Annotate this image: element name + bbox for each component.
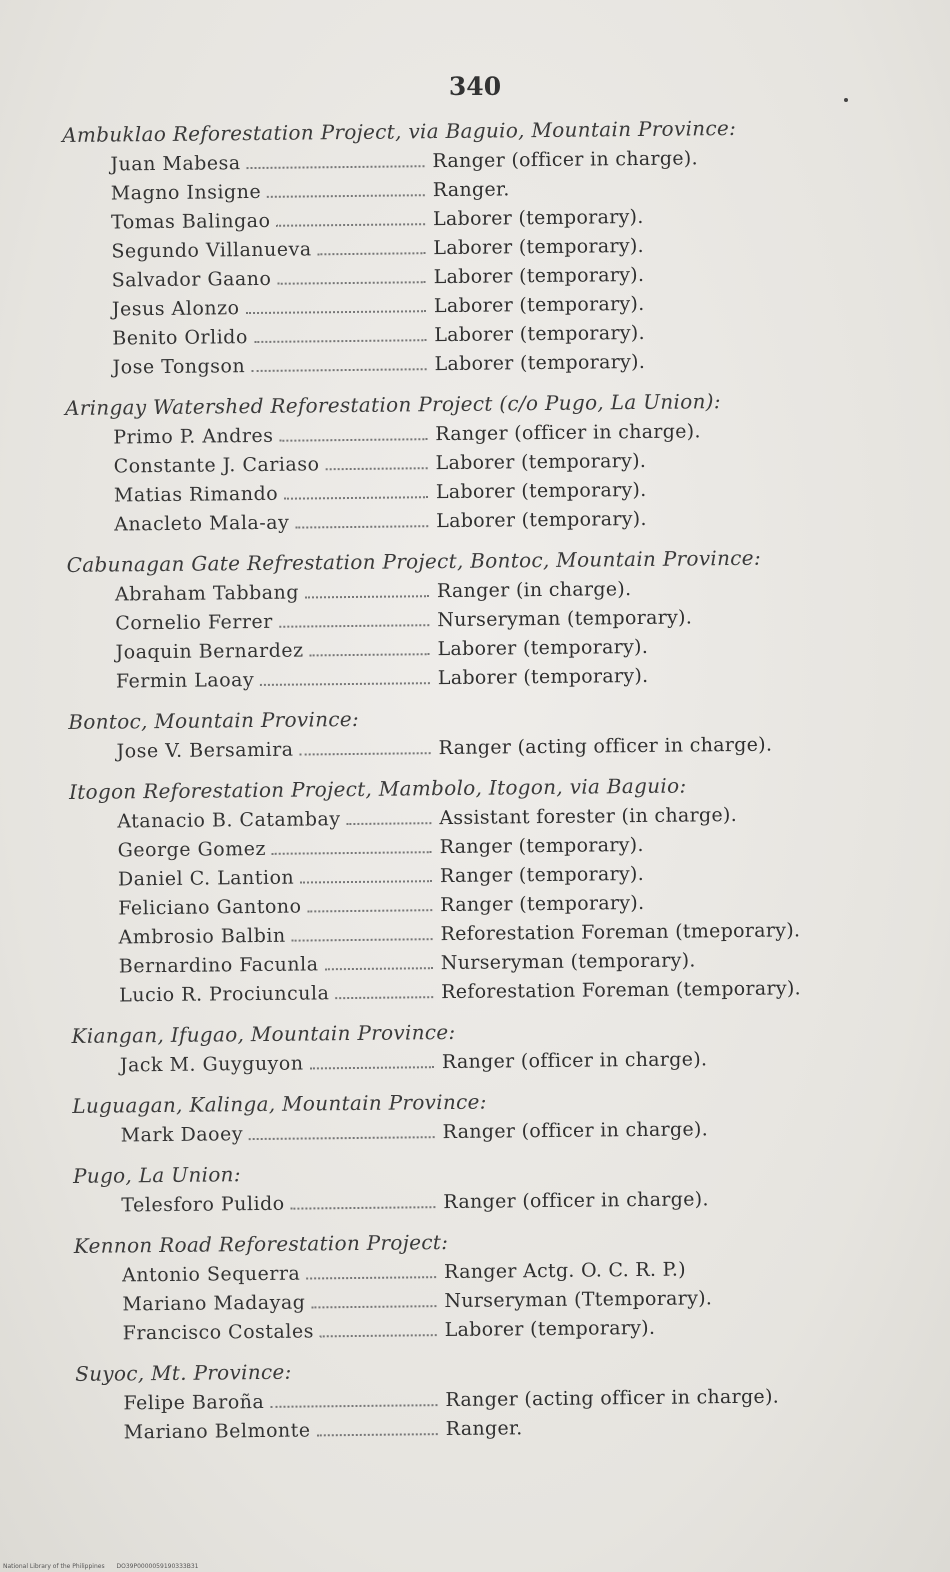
entry-name-cell [68,734,438,767]
entry-name-cell [70,920,440,953]
employee-position: Nurseryman (temporary). [437,606,693,632]
dot-leader [325,966,433,970]
employee-name: Matias Rimando [113,482,279,507]
page-number: 340 [448,72,502,101]
dot-leader [254,338,426,343]
employee-position: Laborer (temporary). [444,1316,656,1342]
dot-leader [347,821,432,825]
dot-leader [279,623,429,628]
employee-position: Nurseryman (temporary). [440,949,696,975]
dot-leader [310,652,430,656]
directory-section [71,1012,902,1081]
directory-section [75,1350,906,1448]
employee-name: Mariano Belmonte [123,1419,311,1444]
employee-position: Laborer (temporary). [432,205,644,231]
employee-position: Ranger (acting officer in charge). [438,733,773,760]
section-heading: Kiangan, Ifugao, Mountain Province: [71,1019,456,1048]
employee-position: Laborer (temporary). [437,635,649,661]
entry-name-cell [65,449,435,482]
employee-name: Salvador Gaano [111,267,272,292]
employee-name: Constante J. Cariaso [113,453,320,478]
dot-leader [270,1403,437,1408]
employee-position: Ranger. [445,1417,523,1441]
entry-name-cell [76,1415,446,1448]
employee-name: Benito Orlido [112,326,248,350]
employee-name: Antonio Sequerra [121,1262,301,1287]
entry-name-cell [64,350,434,383]
entry-name-cell [66,507,436,540]
employee-position: Laborer (temporary). [436,507,647,533]
employee-name: Anacleto Mala-ay [114,511,290,536]
section-heading: Pugo, La Union: [72,1162,241,1188]
employee-name: Telesforo Pulido [121,1192,285,1217]
employee-name: George Gomez [117,837,267,862]
employee-name: Juan Mabesa [110,152,241,176]
employee-position: Laborer (temporary). [437,664,649,690]
employee-name: Mariano Madayag [122,1291,306,1316]
entry-name-cell [67,606,437,639]
entry-name-cell [75,1316,445,1349]
employee-name: Lucio R. Prociuncula [119,982,330,1007]
directory-section [69,768,901,1011]
employee-position: Laborer (temporary). [433,263,645,289]
directory-section [68,698,899,767]
employee-name: Abraham Tabbang [114,581,300,606]
section-heading: Bontoc, Mountain Province: [68,706,360,734]
employee-position: Laborer (temporary). [435,478,647,504]
employee-position: Ranger (officer in charge). [435,420,701,446]
dot-leader [280,437,428,442]
employee-name: Francisco Costales [122,1320,315,1345]
dot-leader [335,995,433,999]
entry-name-cell [74,1258,444,1291]
entry-name-cell [70,891,440,924]
section-heading: Suyoc, Mt. Province: [75,1359,292,1386]
section-heading: Luguagan, Kalinga, Mountain Province: [72,1089,487,1118]
employee-position: Ranger (officer in charge). [443,1188,709,1214]
dot-leader [326,466,428,470]
employee-position: Laborer (temporary). [433,292,645,318]
employee-position: Ranger Actg. O. C. R. P.) [443,1258,687,1284]
employee-position: Ranger (temporary). [440,891,645,917]
section-heading: Kennon Road Reforestation Project: [73,1230,449,1258]
dot-leader [300,751,431,755]
entry-name-cell [74,1287,444,1320]
entry-name-cell [67,577,437,610]
dot-leader [284,495,428,500]
directory-section [65,384,896,540]
employee-position: Ranger (temporary). [439,862,645,888]
footer-library: National Library of the Philippines [3,1563,105,1570]
entry-name-cell [71,978,441,1011]
dot-leader [267,193,425,198]
dot-leader [320,1333,437,1337]
employee-name: Jesus Alonzo [111,297,240,321]
employee-name: Segundo Villanueva [111,238,312,263]
dot-leader [300,879,432,883]
entry-name-cell [67,635,437,668]
section-heading: Aringay Watershed Reforestation Project (c/o Pugo, La Union): [64,389,721,420]
employee-name: Bernardino Facunla [118,953,319,978]
employee-name: Mark Daoey [120,1123,244,1147]
dot-leader [308,908,433,912]
entry-name-cell [64,292,434,325]
employee-position: Laborer (temporary). [435,449,647,475]
section-heading: Ambuklao Reforestation Project, via Baguio, Mountain Province: [62,115,737,147]
employee-name: Jack M. Guyguyon [119,1052,304,1077]
employee-position: Nurseryman (Ttemporary). [444,1287,713,1313]
entry-name-cell [75,1386,445,1419]
employee-position: Ranger (temporary). [439,833,644,859]
employee-name: Felipe Baroña [123,1390,265,1415]
dot-leader [272,850,432,855]
employee-name: Cornelio Ferrer [115,610,273,635]
employee-name: Jose Tongson [112,355,246,379]
entry-name-cell [69,804,439,837]
dot-leader [249,1135,435,1140]
employee-name: Daniel C. Lantion [117,866,295,891]
directory-section [73,1152,904,1221]
employee-position: Ranger (acting officer in charge). [445,1385,780,1412]
dot-leader [276,222,425,227]
entry-name-cell [73,1188,443,1221]
employee-position: Laborer (temporary). [434,350,646,376]
employee-name: Jose V. Bersamira [116,738,294,763]
employee-position: Ranger (officer in charge). [441,1048,708,1074]
entry-name-cell [63,234,433,267]
entry-name-cell [64,263,434,296]
dot-leader [306,1275,436,1279]
entry-name-cell [72,1048,442,1081]
employee-name: Atanacio B. Catambay [117,808,341,833]
employee-name: Magno Insigne [110,180,262,205]
employee-name: Feliciano Gantono [118,895,302,920]
employee-name: Ambrosio Balbin [118,924,286,949]
entry-name-cell [65,420,435,453]
dot-leader [318,251,426,255]
employee-position: Ranger (officer in charge). [432,147,698,173]
directory-section [62,111,895,383]
scan-footer [3,1563,208,1570]
employee-position: Assistant forester (in charge). [439,803,738,830]
employee-name: Tomas Balingao [110,209,271,234]
footer-code: DO39P0000059190333B31 [116,1563,199,1570]
employee-position: Laborer (temporary). [433,234,645,260]
employee-position: Reforestation Foreman (tmeporary). [440,919,801,946]
section-heading: Itogon Reforestation Project, Mambolo, Itogon, via Baguio: [68,773,687,804]
employee-position: Ranger (in charge). [436,578,632,603]
dot-leader [292,937,433,941]
entry-name-cell [63,205,433,238]
dot-leader [291,1205,436,1210]
directory-section [67,541,898,697]
employee-position: Laborer (temporary). [434,321,645,347]
employee-position: Reforestation Foreman (temporary). [441,977,802,1004]
dot-leader [305,594,429,598]
employee-position: Ranger. [432,178,510,202]
section-heading: Cabunagan Gate Refrestation Project, Bontoc, Mountain Province: [66,545,762,577]
dot-leader [317,1432,438,1436]
directory-content [62,111,906,1458]
employee-name: Primo P. Andres [113,424,274,449]
entry-name-cell [70,862,440,895]
dot-leader [246,309,426,314]
entry-name-cell [68,664,438,697]
entry-name-cell [71,949,441,982]
dot-leader [311,1304,436,1308]
dot-leader [260,681,430,686]
employee-name: Joaquin Bernardez [115,639,304,664]
dot-leader [247,164,425,169]
entry-name-cell [62,147,432,180]
employee-position: Ranger (officer in charge). [442,1118,709,1144]
entry-name-cell [64,321,434,354]
entry-name-cell [63,176,433,209]
employee-name: Fermin Laoay [115,669,255,693]
dot-leader [277,280,425,285]
entry-name-cell [72,1118,442,1151]
dot-leader [310,1065,434,1069]
entry-name-cell [66,478,436,511]
directory-section [72,1082,903,1151]
dot-leader [295,524,428,528]
entry-name-cell [70,833,440,866]
dot-leader [251,367,426,372]
directory-section [74,1222,905,1349]
